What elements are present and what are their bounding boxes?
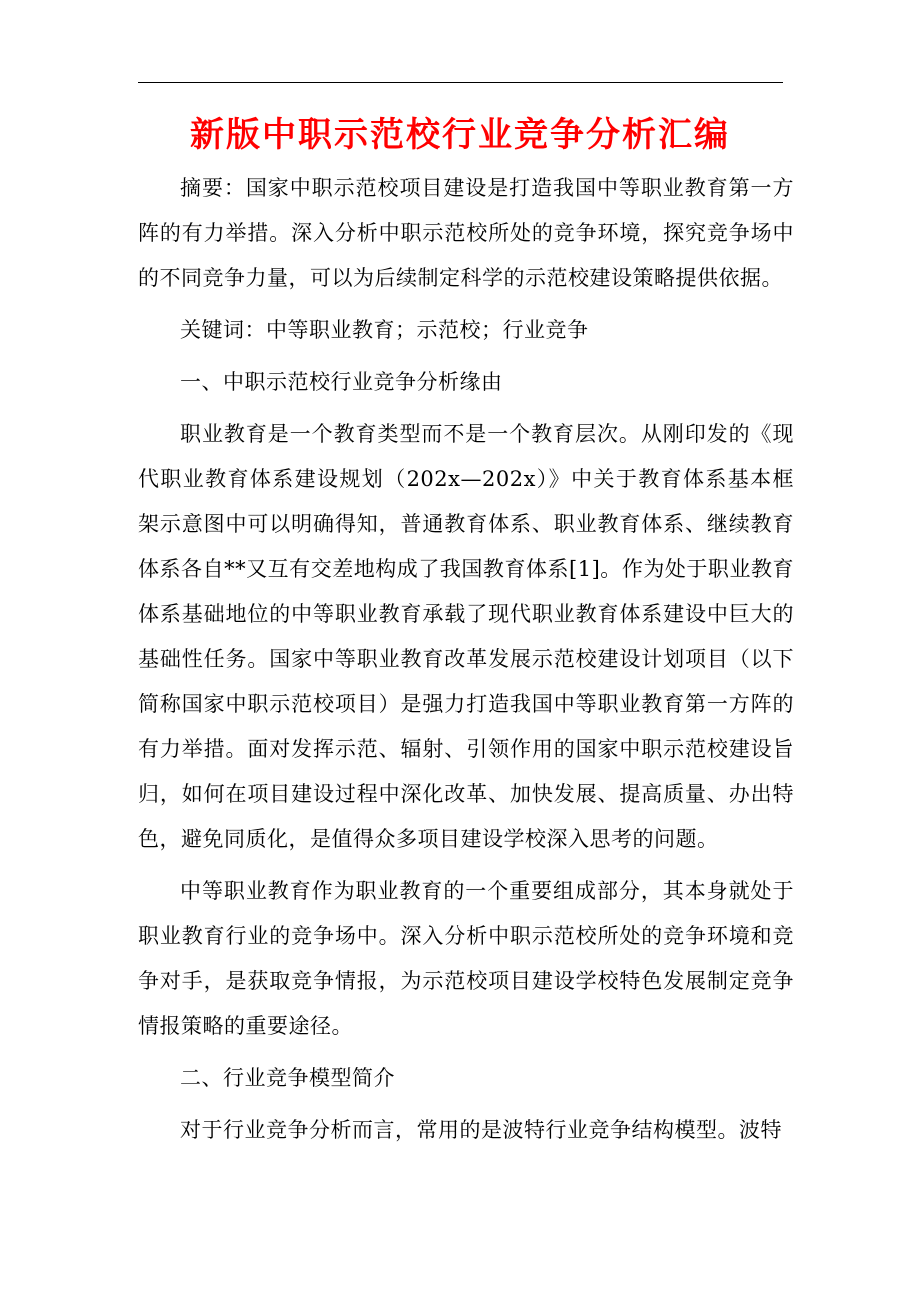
section-heading-2: 二、行业竞争模型简介: [180, 1066, 395, 1090]
abstract-paragraph: 摘要：国家中职示范校项目建设是打造我国中等职业教育第一方阵的有力举措。深入分析中职示范校所处的竞争环境，探究竞争场中的不同竞争力量，可以为后续制定科学的示范校建设策略提供依据。: [138, 176, 794, 290]
keywords-paragraph: 关键词：中等职业教育；示范校；行业竞争: [180, 318, 589, 342]
document-body: [138, 166, 794, 1160]
body-paragraph: 职业教育是一个教育类型而不是一个教育层次。从刚印发的《现代职业教育体系建设规划（202x—202x）》中关于教育体系基本框架示意图中可以明确得知，普通教育体系、职业教育体系、继续教育体系各自**又互有交差地构成了我国教育体系[1]。作为处于职业教育体系基础地位的中等职业教育承载了现代职业教育体系建设中巨大的基础性任务。国家中等职业教育改革发展示范校建设计划项目（以下简称国家中职示范校项目）是强力打造我国中等职业教育第一方阵的有力举措。面对发挥示范、辐射、引领作用的国家中职示范校建设旨归，如何在项目建设过程中深化改革、加快发展、提高质量、办出特色，避免同质化，是值得众多项目建设学校深入思考的问题。: [138, 422, 794, 851]
body-paragraph: 对于行业竞争分析而言，常用的是波特行业竞争结构模型。波特: [180, 1118, 782, 1142]
section-heading-1: 一、中职示范校行业竞争分析缘由: [180, 370, 503, 394]
header-rule: [138, 82, 783, 83]
document-title: 新版中职示范校行业竞争分析汇编: [190, 115, 730, 155]
body-paragraph: 中等职业教育作为职业教育的一个重要组成部分，其本身就处于职业教育行业的竞争场中。深入分析中职示范校所处的竞争环境和竞争对手，是获取竞争情报，为示范校项目建设学校特色发展制定竞争情报策略的重要途径。: [138, 879, 794, 1038]
